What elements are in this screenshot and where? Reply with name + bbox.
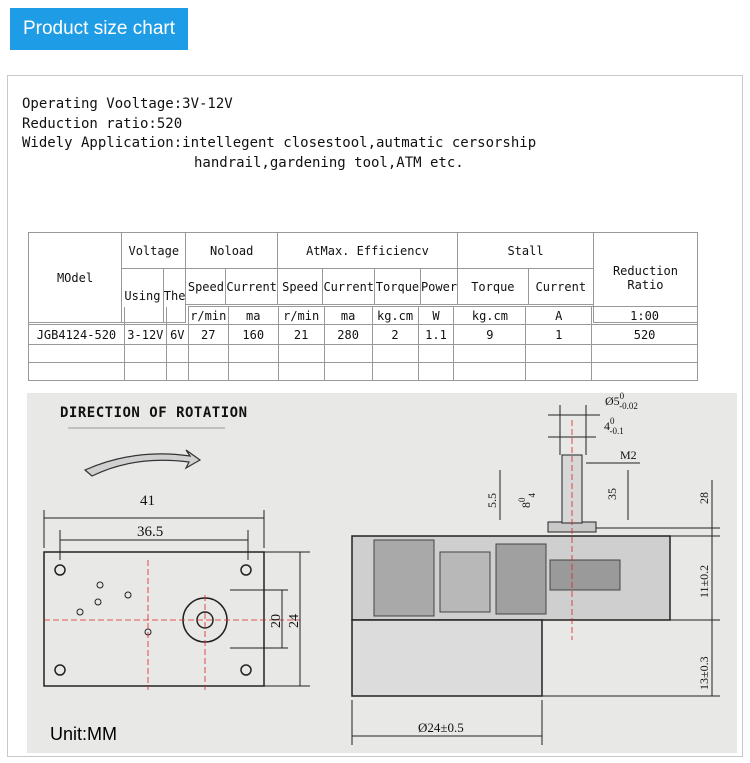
the-header: The [163, 269, 186, 323]
torque-header: Torque [458, 269, 529, 305]
table-cell: 2 [372, 325, 418, 345]
dim-thread-m2: M2 [620, 448, 637, 462]
unit-label: Unit:MM [50, 724, 117, 744]
dim-shaft-diameter: $Ø5^0$ -0.02 [605, 391, 638, 411]
table-cell: 160 [228, 325, 278, 345]
unit-cell: r/min [190, 308, 227, 323]
current-header: Current [226, 269, 278, 305]
ratio-line: Reduction ratio:520 [22, 115, 183, 132]
table-cell: 3-12V [124, 325, 166, 345]
voltage-header: Voltage [122, 233, 186, 269]
dim-motor-diameter: Ø24±0.5 [418, 720, 464, 735]
current-header: Current [323, 269, 375, 305]
table-cell: 280 [324, 325, 372, 345]
noload-header: Noload [186, 233, 277, 269]
using-header: Using [122, 269, 164, 323]
voltage-line: Operating Vooltage:3V-12V [22, 96, 233, 112]
speed-header: Speed [277, 269, 323, 305]
unit-cell: kg.cm [454, 307, 526, 325]
application-line: Widely Application:intellegent closestool,autmatic cersorship [22, 135, 537, 151]
power-header: Power [420, 269, 457, 305]
dim-height-20: 20 [269, 614, 284, 628]
dim-35: 35 [605, 488, 619, 500]
dim-8-4: $8^0_4$ [517, 493, 537, 508]
efficiency-header: AtMax. Efficiencv [277, 233, 457, 269]
unit-cell: kg.cm [372, 307, 418, 325]
direction-title: DIRECTION OF ROTATION [60, 405, 248, 421]
product-size-chart-banner: Product size chart [10, 8, 188, 50]
unit-cell: W [418, 307, 454, 325]
dim-28: 28 [697, 492, 711, 504]
motor-side-view [352, 405, 720, 745]
unit-cell: 1:00 [592, 307, 698, 325]
unit-cell: r/min [278, 307, 324, 325]
dim-width-41: 41 [140, 493, 155, 509]
table-cell: 6V [166, 325, 188, 345]
dim-height-24: 24 [287, 614, 302, 628]
table-cell: 1.1 [418, 325, 454, 345]
dim-11: 11±0.2 [697, 564, 711, 598]
table-cell: 21 [278, 325, 324, 345]
table-cell: 27 [188, 325, 228, 345]
unit-cell: ma [324, 307, 372, 325]
stall-header: Stall [458, 233, 594, 269]
dim-flat-width: $4^0$ -0.1 [604, 416, 624, 436]
rotation-arrow-icon [85, 450, 200, 476]
motor-front-view [44, 510, 310, 690]
unit-cell: ma [228, 307, 278, 325]
table-cell: 520 [592, 325, 698, 345]
application-line-2: handrail,gardening tool,ATM etc. [194, 154, 464, 171]
table-cell: 9 [454, 325, 526, 345]
unit-cell: A [526, 307, 592, 325]
model-cell: JGB4124-520 [29, 325, 125, 345]
torque-header: Torque [375, 269, 421, 305]
dim-5-5: 5.5 [485, 493, 499, 508]
table-cell: 1 [526, 325, 592, 345]
model-header: MOdel [29, 233, 122, 323]
current-header: Current [528, 269, 593, 305]
speed-header: Speed [186, 269, 226, 305]
dim-13: 13±0.3 [697, 656, 711, 690]
dim-width-36-5: 36.5 [137, 524, 164, 540]
ratio-header: Reduction Ratio [593, 233, 697, 323]
